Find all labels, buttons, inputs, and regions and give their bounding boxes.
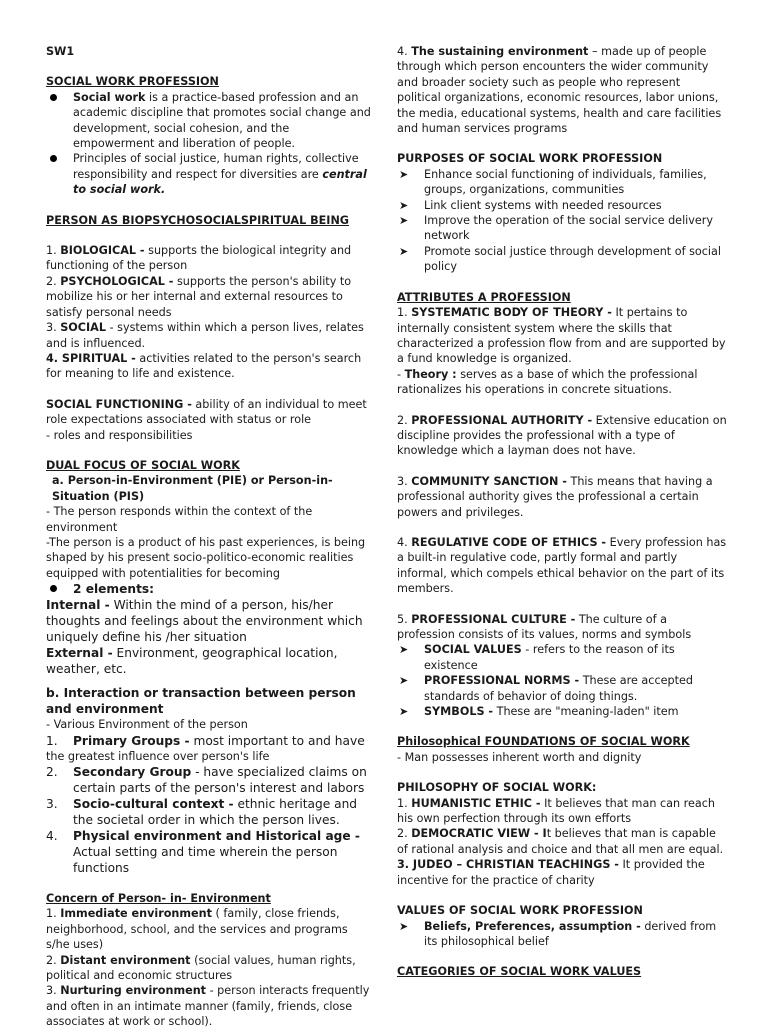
list-item: 1. Primary Groups - most important to and have [46, 733, 365, 748]
list-item: ➤ SYMBOLS - These are "meaning-laden" item [399, 705, 679, 719]
arrow-bullet-icon: ➤ [399, 643, 409, 657]
list-item: ➤ Beliefs, Preferences, assumption - derived from its philosophical belief [399, 919, 717, 948]
text-line: - Man possesses inherent worth and dignity [397, 750, 642, 764]
right-column [397, 44, 727, 980]
bullet-dot-icon [50, 94, 57, 101]
left-column [46, 44, 374, 1030]
subheading: a. Person-in-Environment (PIE) or Person-in-Situation (PIS) [52, 474, 333, 503]
arrow-bullet-icon: ➤ [399, 919, 409, 933]
list-item: ➤ Link client systems with needed resources [399, 198, 662, 212]
list-item: 1. Immediate environment ( family, close friends, neighborhood, school, and the services and programs s/he uses) [46, 907, 348, 952]
list-item: 2. DEMOCRATIC VIEW - It believes that man is capable of rational analysis and choice and that all men are equal. [397, 827, 724, 856]
section-heading: PURPOSES OF SOCIAL WORK PROFESSION [397, 152, 663, 166]
section-heading: PERSON AS BIOPSYCHOSOCIALSPIRITUAL BEING [46, 213, 349, 227]
arrow-bullet-icon: ➤ [399, 198, 409, 212]
section-heading: ATTRIBUTES A PROFESSION [397, 290, 571, 304]
list-item: 1. HUMANISTIC ETHIC - It believes that man can reach his own perfection through its own efforts [397, 796, 715, 826]
subheading: b. Interaction or transaction between person and environment [46, 686, 356, 717]
list-item: 1. BIOLOGICAL - supports the biological integrity and functioning of the person [46, 244, 352, 273]
list-item: 4. SPIRITUAL - activities related to the person's search for meaning to life and existence. [46, 351, 362, 381]
section-heading: Philosophical FOUNDATIONS OF SOCIAL WORK [397, 735, 690, 749]
bullet-dot-icon [50, 155, 57, 162]
arrow-bullet-icon: ➤ [399, 167, 409, 181]
list-item: ➤ Promote social justice through development of social policy [399, 244, 721, 274]
section-heading: VALUES OF SOCIAL WORK PROFESSION [397, 904, 643, 918]
list-item: 5. PROFESSIONAL CULTURE - The culture of a profession consists of its values, norms and symbols [397, 612, 692, 641]
list-item: ➤ Enhance social functioning of individuals, families, groups, organizations, communities [399, 167, 707, 197]
arrow-bullet-icon: ➤ [399, 244, 409, 258]
text-line: - Various Environment of the person [46, 718, 248, 732]
list-item: ➤ Improve the operation of the social service delivery network [399, 214, 714, 243]
list-item: 3. SOCIAL - systems within which a person lives, relates and is influenced. [46, 321, 364, 350]
text-line: - Theory : serves as a base of which the professional rationalizes his operations in concrete situations. [397, 367, 698, 397]
text-line: -The person is a product of his past experiences, is being shaped by his present socio-politico-economic realities equipped with potentialities for becoming [46, 535, 366, 580]
list-item: 3. Nurturing environment - person interacts frequently and often in an intimate manner (family, friends, close associates at work or school). [46, 984, 370, 1029]
arrow-bullet-icon: ➤ [399, 214, 409, 228]
list-item: 2. Secondary Group - have specialized claims on certain parts of the person's interest and labors [46, 765, 367, 795]
list-item: 3. Socio-cultural context - ethnic heritage and the societal order in which the person lives. [46, 797, 358, 827]
list-item: 1. SYSTEMATIC BODY OF THEORY - It pertains to internally consistent system where the skills that characterized a profession flow from and are supported by a fund knowledge is organized. [397, 306, 726, 366]
list-item: ➤ SOCIAL VALUES - refers to the reason of its existence [399, 643, 675, 672]
section-heading: DUAL FOCUS OF SOCIAL WORK [46, 458, 240, 472]
list-item: 3. COMMUNITY SANCTION - This means that having a professional authority gives the professional a certain powers and privileges. [397, 474, 713, 519]
list-item: Principles of social justice, human rights, collective responsibility and respect for diversities are central to social work. [46, 151, 374, 197]
list-item: 2. Distant environment (social values, human rights, political and economic structures [46, 953, 356, 983]
definition-note: - roles and responsibilities [46, 428, 193, 442]
section-heading: CATEGORIES OF SOCIAL WORK VALUES [397, 965, 642, 979]
list-item: 2. PROFESSIONAL AUTHORITY - Extensive education on discipline provides the professional with a type of knowledge which a layman does not have. [397, 413, 727, 458]
list-item: Social work is a practice-based profession and an academic discipline that promotes social change and development, social cohesion, and the empowerment and liberation of people. [46, 90, 374, 152]
list-item: 2. PSYCHOLOGICAL - supports the person's ability to mobilize his or her internal and external resources to satisfy personal needs [46, 274, 352, 319]
arrow-bullet-icon: ➤ [399, 705, 409, 719]
text-line: the greatest influence over person's life [46, 749, 270, 763]
text-line: External - Environment, geographical location, weather, etc. [46, 646, 338, 677]
section-heading: PHILOSOPHY OF SOCIAL WORK: [397, 781, 597, 795]
text-line: - The person responds within the context of the environment [46, 505, 313, 534]
arrow-bullet-icon: ➤ [399, 674, 409, 688]
text-line: Internal - Within the mind of a person, his/her thoughts and feelings about the environment which uniquely define his /her situation [46, 598, 363, 645]
list-item: 3. JUDEO – CHRISTIAN TEACHINGS - It provided the incentive for the practice of charity [397, 858, 705, 887]
list-item: 4. REGULATIVE CODE OF ETHICS - Every profession has a built-in regulative code, partly formal and partly informal, which compels ethical behavior on the part of its members. [397, 535, 727, 596]
section-heading: SOCIAL WORK PROFESSION [46, 75, 219, 89]
definition: SOCIAL FUNCTIONING - ability of an individual to meet role expectations associated with status or role [46, 397, 367, 427]
bullet-dot-icon [50, 585, 57, 592]
list-item: 2 elements: [46, 581, 374, 597]
list-item: ➤ PROFESSIONAL NORMS - These are accepted standards of behavior of doing things. [399, 674, 693, 703]
document-title: SW1 [46, 45, 75, 58]
list-item: 4. The sustaining environment – made up of people through which person encounters the wider community and broader society such as people who represent political organizations, economic resources, labor unions, the media, educational systems, health and care facilities and human services programs [397, 45, 722, 136]
list-item: 4. Physical environment and Historical age - Actual setting and time wherein the person functions [46, 829, 360, 875]
section-heading: Concern of Person- in- Environment [46, 892, 271, 905]
